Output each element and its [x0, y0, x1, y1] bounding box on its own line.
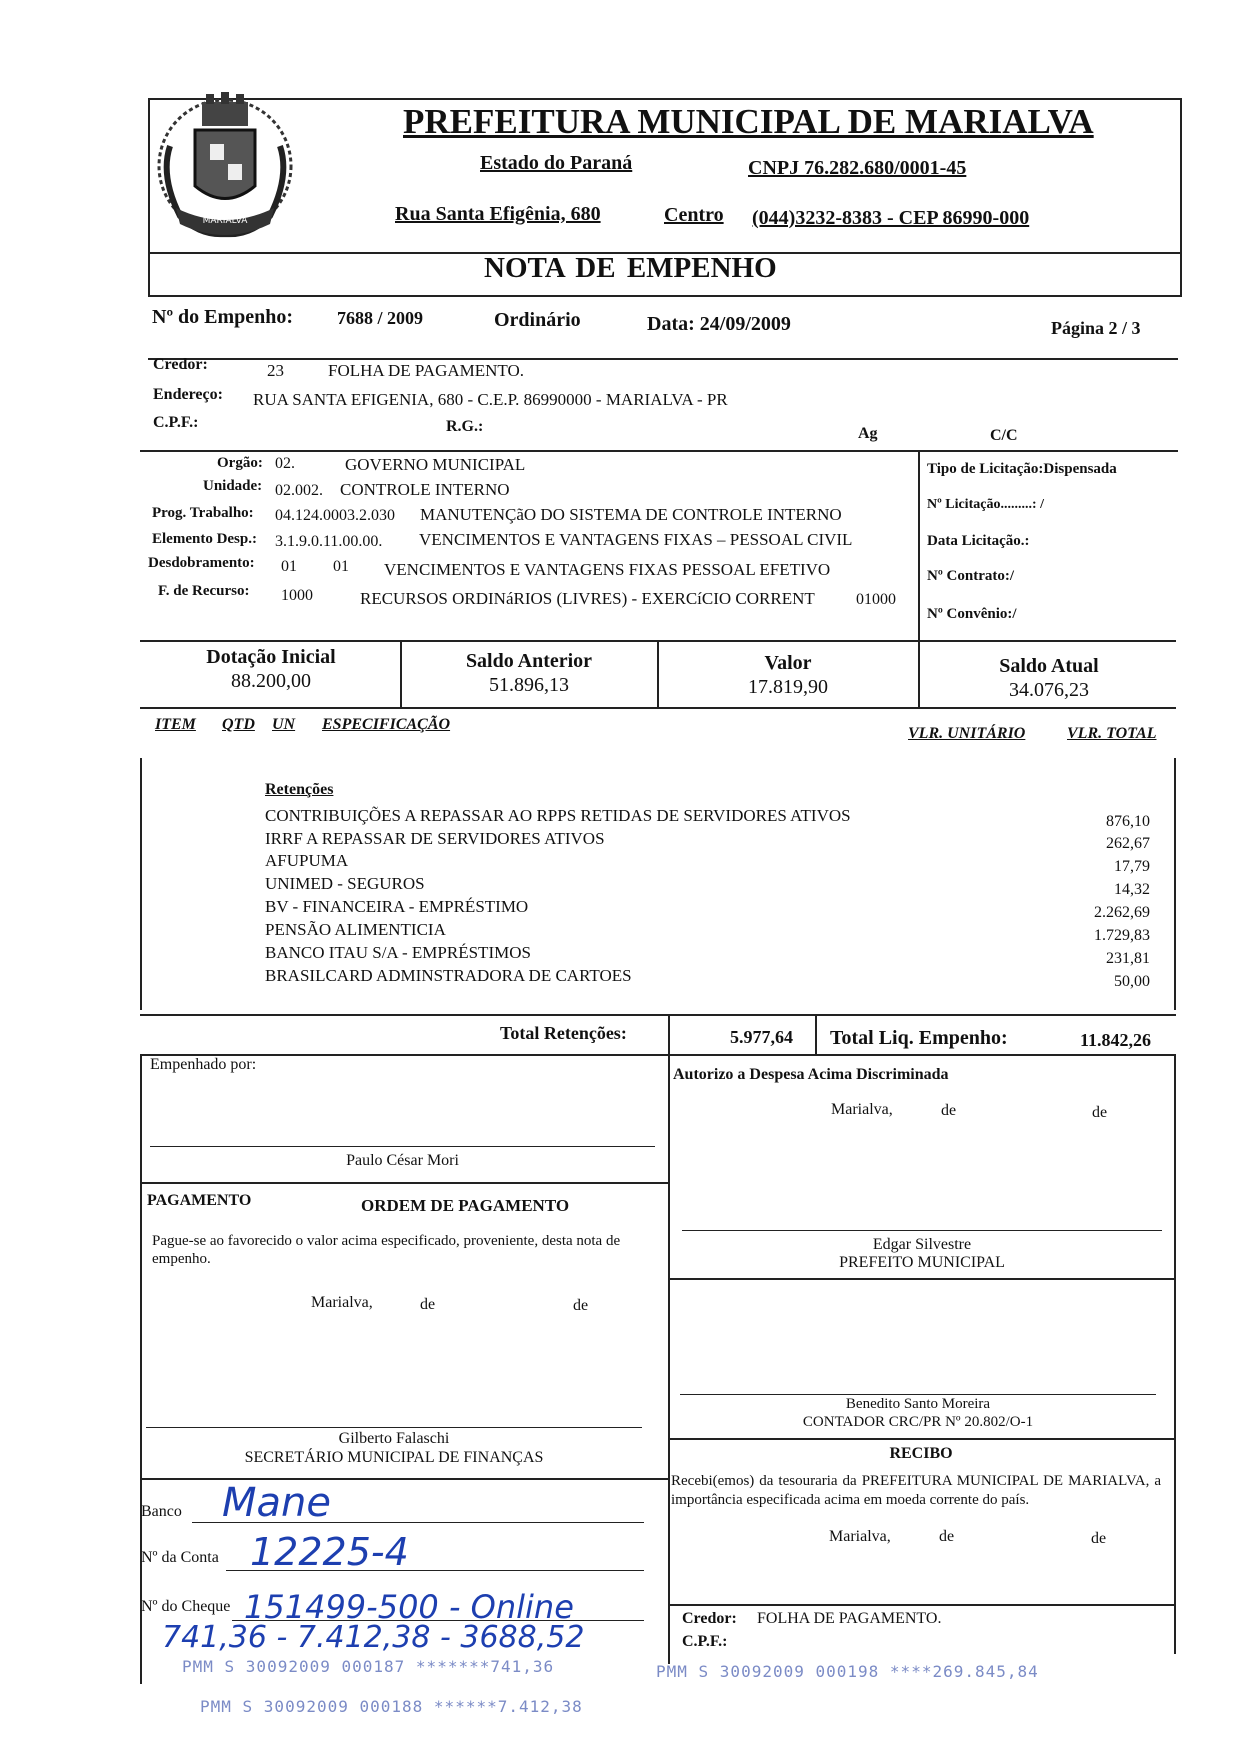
pagamento-label: PAGAMENTO	[147, 1192, 252, 1209]
recurso-label: F. de Recurso:	[158, 583, 250, 599]
endereco-value: RUA SANTA EFIGENIA, 680 - C.E.P. 86990000 - MARIALVA - PR	[253, 390, 728, 409]
saldo-anterior-label: Saldo Anterior	[465, 650, 593, 672]
total-retencoes-value: 5.977,64	[730, 1027, 793, 1047]
elemento-code: 3.1.9.0.11.00.00.	[275, 533, 383, 550]
recibo-cpf-label: C.P.F.:	[682, 1633, 728, 1650]
saldo-anterior-value: 51.896,13	[489, 674, 569, 696]
prog-code: 04.124.0003.2.030	[275, 507, 395, 524]
credor-label: Credor:	[153, 356, 208, 373]
autorizo-marialva: Marialva,	[831, 1101, 893, 1118]
retencao-valor: 876,10	[1106, 813, 1150, 830]
recibo-text: Recebi(emos) da tesouraria da PREFEITURA MUNICIPAL DE MARIALVA, a importância especificada acima em moeda corrente do país.	[671, 1473, 1161, 1508]
page-title: PREFEITURA MUNICIPAL DE MARIALVA	[403, 102, 1094, 141]
retencao-valor: 50,00	[1114, 973, 1150, 990]
recibo-de-1: de	[939, 1528, 955, 1545]
column-vlr-unitario: VLR. UNITÁRIO	[908, 725, 1026, 742]
retencao-valor: 231,81	[1106, 950, 1150, 967]
recurso-code: 1000	[281, 587, 313, 604]
cpf-label: C.P.F.:	[153, 414, 199, 431]
retencao-desc: IRRF A REPASSAR DE SERVIDORES ATIVOS	[265, 829, 605, 848]
orgao-name: GOVERNO MUNICIPAL	[345, 455, 526, 474]
phone-cep-label: (044)3232-8383 - CEP 86990-000	[752, 207, 1030, 229]
recibo-credor-value: FOLHA DE PAGAMENTO.	[757, 1610, 942, 1627]
valores-handwritten: 741,36 - 7.412,38 - 3688,52	[162, 1620, 585, 1655]
data-licitacao: Data Licitação.:	[927, 533, 1030, 549]
banco-handwritten: Mane	[222, 1480, 331, 1526]
desdobramento-name: VENCIMENTOS E VANTAGENS FIXAS PESSOAL EFETIVO	[384, 560, 831, 579]
page-number: Página 2 / 3	[1051, 318, 1141, 338]
retencao-valor: 262,67	[1106, 835, 1150, 852]
dotacao-inicial-label: Dotação Inicial	[206, 646, 336, 668]
state-label: Estado do Paraná	[480, 152, 633, 174]
column-un: UN	[272, 716, 296, 733]
bank-stamp: PMM S 30092009 000188 ******7.412,38	[200, 1697, 583, 1716]
recurso-name: RECURSOS ORDINáRIOS (LIVRES) - EXERCíCIO CORRENT	[360, 589, 815, 608]
retencao-valor: 1.729,83	[1094, 927, 1150, 944]
tipo-licitacao: Tipo de Licitação:Dispensada	[927, 461, 1117, 477]
contador-nome: Benedito Santo Moreira	[845, 1396, 991, 1412]
total-liquido-value: 11.842,26	[1080, 1030, 1152, 1050]
retencao-desc: BV - FINANCEIRA - EMPRÉSTIMO	[265, 897, 529, 916]
recibo-marialva: Marialva,	[829, 1528, 891, 1545]
conta-handwritten: 12225-4	[250, 1530, 409, 1574]
empenhado-nome: Paulo César Mori	[346, 1152, 459, 1169]
retencao-desc: BANCO ITAU S/A - EMPRÉSTIMOS	[265, 943, 531, 962]
cc-label: C/C	[990, 427, 1018, 444]
empenhado-por-label: Empenhado por:	[150, 1056, 257, 1073]
unidade-name: CONTROLE INTERNO	[340, 480, 510, 499]
dotacao-inicial-value: 88.200,00	[231, 670, 311, 692]
retencao-valor: 14,32	[1114, 881, 1150, 898]
retencao-valor: 17,79	[1114, 858, 1150, 875]
autorizo-de-1: de	[941, 1102, 957, 1119]
retencao-valor: 2.262,69	[1094, 904, 1150, 921]
valor-value: 17.819,90	[748, 676, 828, 698]
column-especificacao: ESPECIFICAÇÃO	[322, 716, 451, 733]
saldo-atual-label: Saldo Atual	[999, 655, 1099, 677]
contador-cargo: CONTADOR CRC/PR Nº 20.802/O-1	[802, 1414, 1034, 1430]
prog-label: Prog. Trabalho:	[152, 505, 254, 521]
elemento-label: Elemento Desp.:	[152, 531, 257, 547]
ag-label: Ag	[858, 425, 878, 442]
street-label: Rua Santa Efigênia, 680	[395, 203, 601, 225]
svg-text:MARIALVA: MARIALVA	[202, 216, 248, 226]
orgao-label: Orgão:	[217, 455, 263, 471]
column-item: ITEM	[155, 716, 196, 733]
desdobramento-code1: 01	[281, 558, 297, 575]
empenho-label: Nº do Empenho:	[152, 306, 294, 328]
numero-licitacao: Nº Licitação.........: /	[927, 497, 1044, 512]
autorizo-de-2: de	[1092, 1104, 1108, 1121]
saldo-atual-value: 34.076,23	[1009, 679, 1089, 701]
valor-label: Valor	[764, 652, 812, 674]
numero-contrato: Nº Contrato:/	[927, 568, 1015, 584]
ordem-de-2: de	[573, 1297, 589, 1314]
column-qtd: QTD	[222, 716, 255, 733]
total-retencoes-label: Total Retenções:	[500, 1023, 627, 1043]
recibo-credor-label: Credor:	[682, 1610, 737, 1627]
ordem-pagamento-label: ORDEM DE PAGAMENTO	[361, 1196, 570, 1215]
retencao-desc: AFUPUMA	[265, 851, 349, 870]
secretario-nome: Gilberto Falaschi	[338, 1430, 450, 1447]
retencao-desc: BRASILCARD ADMINSTRADORA DE CARTOES	[265, 966, 632, 985]
desdobramento-code2: 01	[333, 558, 349, 575]
numero-convenio: Nº Convênio:/	[927, 606, 1017, 622]
cnpj-label: CNPJ 76.282.680/0001-45	[748, 157, 967, 179]
endereco-label: Endereço:	[153, 386, 223, 403]
conta-label: Nº da Conta	[141, 1549, 219, 1566]
banco-label: Banco	[141, 1503, 182, 1520]
total-liquido-label: Total Liq. Empenho:	[830, 1027, 1008, 1049]
credor-name: FOLHA DE PAGAMENTO.	[328, 361, 524, 380]
cheque-handwritten: 151499-500 - Online	[244, 1588, 574, 1626]
recurso-code2: 01000	[856, 591, 896, 608]
cheque-label: Nº do Cheque	[141, 1598, 231, 1615]
rg-label: R.G.:	[446, 418, 484, 435]
prefeito-cargo: PREFEITO MUNICIPAL	[839, 1254, 1005, 1271]
prefeito-nome: Edgar Silvestre	[872, 1236, 972, 1253]
ordem-marialva: Marialva,	[311, 1294, 373, 1311]
pague-se-text: Pague-se ao favorecido o valor acima especificado, proveniente, desta nota de empenho.	[152, 1233, 621, 1267]
retencoes-title: Retenções	[265, 781, 334, 798]
bank-stamp: PMM S 30092009 000187 *******741,36	[182, 1657, 555, 1676]
recibo-de-2: de	[1091, 1530, 1107, 1547]
recibo-title: RECIBO	[889, 1445, 953, 1462]
credor-code: 23	[267, 361, 284, 380]
bank-stamp: PMM S 30092009 000198 ****269.845,84	[656, 1662, 1039, 1681]
unidade-code: 02.002.	[275, 482, 323, 499]
retencao-desc: UNIMED - SEGUROS	[265, 874, 425, 893]
retencao-desc: CONTRIBUIÇÕES A REPASSAR AO RPPS RETIDAS DE SERVIDORES ATIVOS	[265, 806, 851, 825]
prog-name: MANUTENÇãO DO SISTEMA DE CONTROLE INTERNO	[420, 505, 842, 524]
column-vlr-total: VLR. TOTAL	[1067, 725, 1157, 742]
desdobramento-label: Desdobramento:	[148, 555, 255, 571]
coat-of-arms-logo	[150, 86, 300, 244]
retencao-desc: PENSÃO ALIMENTICIA	[265, 920, 446, 939]
secretario-cargo: SECRETÁRIO MUNICIPAL DE FINANÇAS	[244, 1449, 544, 1466]
ordem-de-1: de	[420, 1296, 436, 1313]
autorizo-label: Autorizo a Despesa Acima Discriminada	[673, 1066, 949, 1083]
district-label: Centro	[664, 204, 724, 226]
empenho-date: Data: 24/09/2009	[647, 313, 791, 335]
elemento-name: VENCIMENTOS E VANTAGENS FIXAS – PESSOAL CIVIL	[419, 530, 853, 549]
empenho-type: Ordinário	[494, 309, 581, 331]
empenho-number: 7688 / 2009	[337, 308, 424, 328]
document-title: NOTA DE EMPENHO	[484, 252, 777, 284]
unidade-label: Unidade:	[203, 478, 263, 494]
orgao-code: 02.	[275, 455, 295, 472]
